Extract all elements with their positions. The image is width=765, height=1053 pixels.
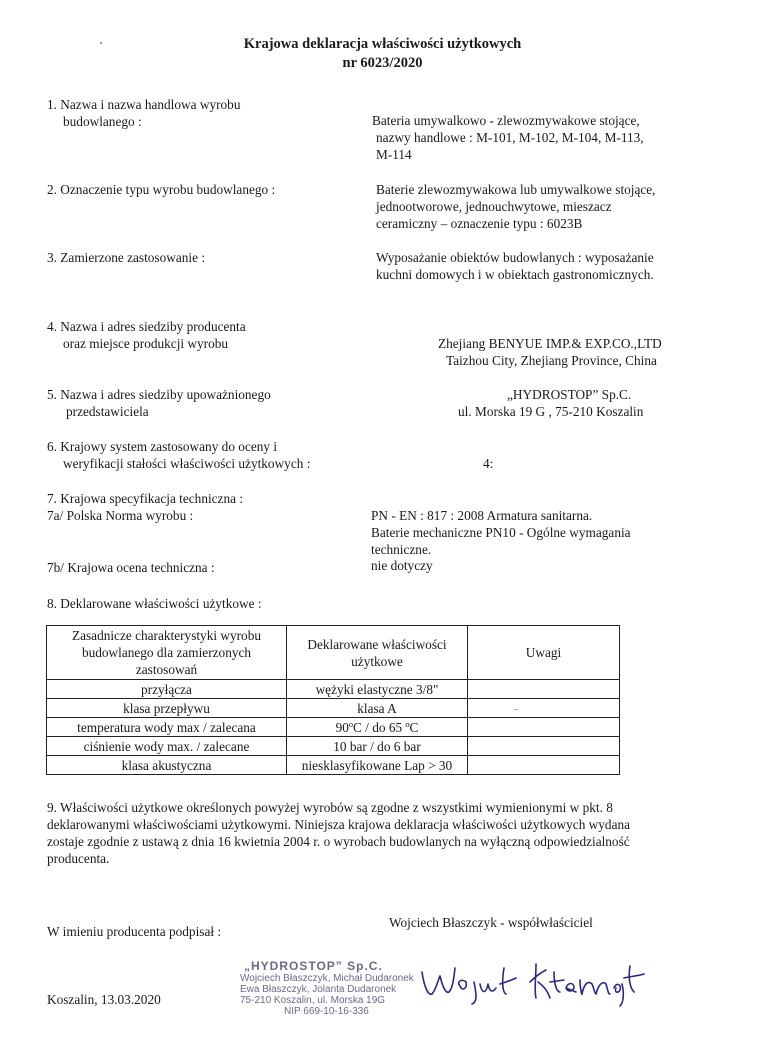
table-cell-note [468,680,620,699]
s6-label-cont: weryfikacji stałości właściwości użytkowych : [63,456,311,471]
table-cell-characteristic: ciśnienie wody max. / zalecane [47,737,287,756]
company-stamp: „HYDROSTOP” Sp.C. Wojciech Błaszczyk, Michał Dudaronek Ewa Błaszczyk, Jolanta Dudaronek 75-210 Koszalin, ul. Morska 19G NIP 669-10-16-336 [240,959,414,1017]
table-cell-value: 90ºC / do 65 ºC [287,718,468,737]
s4-label: 4. Nazwa i adres siedziby producenta [47,319,246,334]
s5-value: „HYDROSTOP” Sp.C. [507,387,632,402]
properties-table [46,625,620,775]
table-header-characteristics: Zasadnicze charakterystyki wyrobu budowlanego dla zamierzonych zastosowań [47,626,287,680]
s9-text-l3: zostaje zgodnie z ustawą z dnia 16 kwietnia 2004 r. o wyrobach budowlanych na wyłączną odpowiedzialność [47,834,630,849]
s7a-value: PN - EN : 817 : 2008 Armatura sanitarna. [371,508,593,523]
signer-name: Wojciech Błaszczyk - współwłaściciel [389,915,593,930]
s1-value: Bateria umywalkowo - zlewozmywakowe stojące, [372,113,640,128]
s9-text-l4: producenta. [47,851,110,866]
handwritten-signature [418,958,648,1008]
document-number: nr 6023/2020 [342,55,423,71]
s4-label-cont: oraz miejsce produkcji wyrobu [63,336,229,351]
s7a-label: 7a/ Polska Norma wyrobu : [47,508,194,523]
s7a-value-cont: Baterie mechaniczne PN10 - Ogólne wymagania [371,525,631,540]
scan-speck [514,709,518,710]
table-header-notes: Uwagi [468,626,620,680]
table-cell-note [468,737,620,756]
s4-value: Zhejiang BENYUE IMP.& EXP.CO.,LTD [438,336,662,351]
table-header-row [47,626,620,680]
table-row [47,699,620,718]
s3-value: Wyposażanie obiektów budowlanych : wyposażanie [376,250,654,265]
table-cell-value: klasa A [287,699,468,718]
table-row [47,718,620,737]
signed-label: W imieniu producenta podpisał : [47,924,222,939]
table-cell-value: wężyki elastyczne 3/8" [287,680,468,699]
s3-value-cont: kuchni domowych i w obiektach gastronomicznych. [376,267,654,282]
s7-label: 7. Krajowa specyfikacja techniczna : [47,491,244,506]
s6-label: 6. Krajowy system zastosowany do oceny i [47,439,278,454]
s2-value-cont: jednootworowe, jednouchwytowe, mieszacz [376,199,612,214]
table-cell-characteristic: klasa przepływu [47,699,287,718]
s7b-label: 7b/ Krajowa ocena techniczna : [47,560,215,575]
place-date: Koszalin, 13.03.2020 [47,992,161,1007]
s7b-value: nie dotyczy [371,558,433,573]
table-row [47,680,620,699]
s3-label: 3. Zamierzone zastosowanie : [47,250,206,265]
s2-value-cont2: ceramiczny – oznaczenie typu : 6023B [376,216,583,231]
document-title: Krajowa deklaracja właściwości użytkowych [243,36,522,52]
s1-label-cont: budowlanego : [63,114,142,129]
table-cell-value: 10 bar / do 6 bar [287,737,468,756]
table-cell-note [468,756,620,775]
scan-speck [100,42,102,44]
table-cell-characteristic: temperatura wody max / zalecana [47,718,287,737]
s9-text-l1: 9. Właściwości użytkowe określonych powyżej wyrobów są zgodne z wszystkimi wymienionymi w pkt. 8 [47,800,613,815]
s5-value-cont: ul. Morska 19 G , 75-210 Koszalin [458,404,644,419]
s1-value-cont2: M-114 [376,147,412,162]
table-row [47,737,620,756]
s5-label: 5. Nazwa i adres siedziby upoważnionego [47,387,271,402]
s4-value-cont: Taizhou City, Zhejiang Province, China [446,353,657,368]
table-cell-characteristic: klasa akustyczna [47,756,287,775]
s1-label: 1. Nazwa i nazwa handlowa wyrobu [47,97,241,112]
s2-label: 2. Oznaczenie typu wyrobu budowlanego : [47,182,276,197]
s6-value: 4: [483,456,494,471]
table-cell-note [468,718,620,737]
s9-text-l2: deklarowanymi właściwościami użytkowymi. Niniejsza krajowa deklaracja właściwości użytkowych wydana [47,817,631,832]
table-cell-value: niesklasyfikowane Lap > 30 [287,756,468,775]
s5-label-cont: przedstawiciela [66,404,149,419]
table-header-declared: Deklarowane właściwości użytkowe [287,626,468,680]
s1-value-cont: nazwy handlowe : M-101, M-102, M-104, M-113, [376,130,644,145]
s8-label: 8. Deklarowane właściwości użytkowe : [47,596,262,611]
table-cell-note [468,699,620,718]
s7a-value-cont2: techniczne. [371,542,432,557]
s2-value: Baterie zlewozmywakowa lub umywalkowe stojące, [376,182,656,197]
table-row [47,756,620,775]
table-cell-characteristic: przyłącza [47,680,287,699]
